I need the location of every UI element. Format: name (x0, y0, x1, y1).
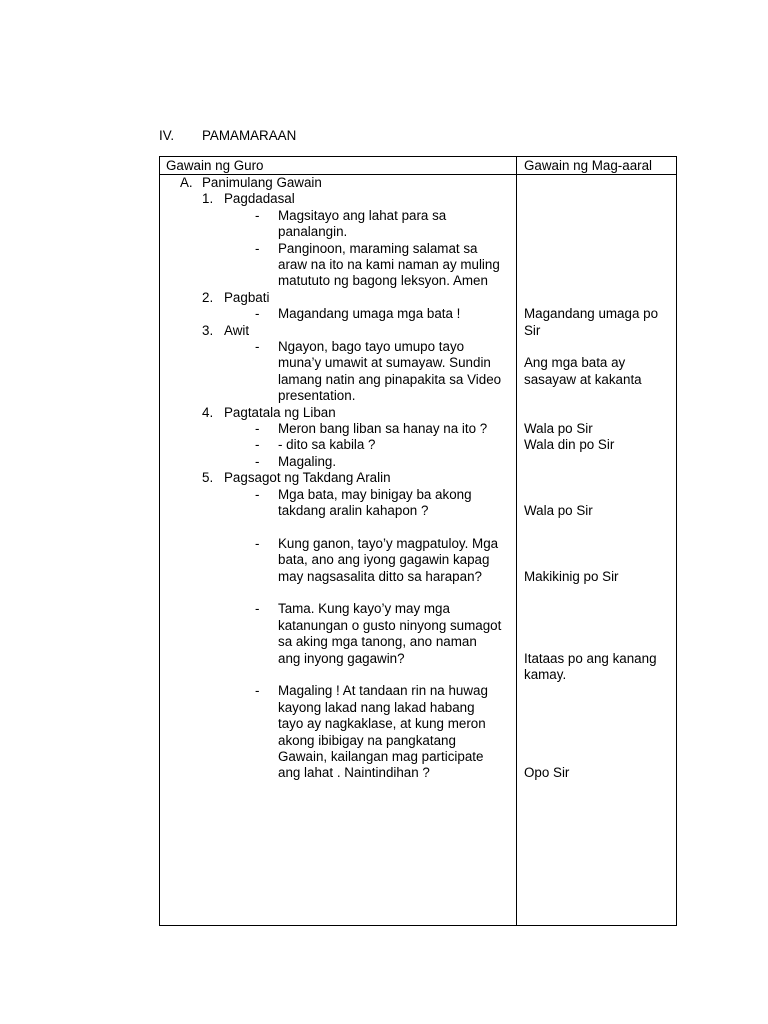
teacher-line: Pagbati (224, 289, 270, 305)
teacher-line: Ngayon, bago tayo umupo tayo (278, 339, 465, 354)
teacher-line: Pagtatala ng Liban (224, 404, 336, 420)
teacher-line: akong ibibigay na pangkatang (278, 732, 456, 748)
teacher-line: lamang natin ang pinapakita sa Video (278, 371, 502, 387)
student-line: Opo Sir (524, 765, 570, 781)
list-number: 4. (202, 404, 214, 420)
teacher-line: Magaling ! At tandaan rin na huwag (278, 683, 488, 699)
list-number: 2. (202, 289, 214, 305)
section-number: IV. (159, 128, 175, 143)
bullet-marker: - (255, 683, 260, 699)
teacher-line: takdang aralin kahapon ? (278, 503, 429, 518)
bullet-marker: - (255, 207, 260, 223)
teacher-line: sa aking mga tanong, ano naman (278, 634, 477, 650)
bullet-marker: - (255, 240, 260, 256)
list-number: A. (180, 175, 193, 190)
student-line: Ang mga bata ay (524, 355, 626, 371)
list-number: 3. (202, 322, 214, 338)
bullet-marker: - (255, 535, 260, 551)
teacher-line: - dito sa kabila ? (278, 437, 376, 453)
student-line: sasayaw at kakanta (524, 371, 642, 387)
teacher-line: Magandang umaga mga bata ! (278, 306, 461, 322)
bullet-marker: - (255, 339, 260, 354)
teacher-line: presentation. (278, 388, 356, 404)
teacher-line: araw na ito na kami naman ay muling (278, 257, 500, 272)
student-line: Wala po Sir (524, 503, 593, 518)
teacher-line: muna’y umawit at sumayaw. Sundin (278, 355, 491, 371)
list-number: 5. (202, 470, 214, 486)
teacher-line: Magsitayo ang lahat para sa (278, 207, 447, 223)
student-column-header: Gawain ng Mag-aaral (524, 158, 653, 173)
procedure-table (159, 156, 677, 926)
student-line: Wala din po Sir (524, 437, 615, 453)
teacher-line: Meron bang liban sa hanay na ito ? (278, 421, 488, 436)
teacher-line: ang inyong gagawin? (278, 650, 405, 666)
teacher-column-header: Gawain ng Guro (166, 158, 264, 173)
teacher-line: kayong lakad nang lakad habang (278, 699, 475, 715)
teacher-line: Awit (224, 322, 250, 338)
column-divider (516, 157, 517, 925)
list-number: 1. (202, 191, 214, 207)
teacher-line: Pagsagot ng Takdang Aralin (224, 470, 391, 486)
teacher-line: Pagdadasal (224, 191, 295, 207)
student-line: Makikinig po Sir (524, 568, 619, 584)
bullet-marker: - (255, 453, 260, 469)
student-line: Wala po Sir (524, 421, 593, 436)
teacher-line: katanungan o gusto ninyong sumagot (278, 617, 502, 633)
teacher-line: Mga bata, may binigay ba akong (278, 486, 472, 502)
student-line: kamay. (524, 667, 567, 682)
bullet-marker: - (255, 437, 260, 453)
teacher-line: Magaling. (278, 453, 337, 469)
teacher-line: Panginoon, maraming salamat sa (278, 240, 478, 256)
bullet-marker: - (255, 306, 260, 322)
bullet-marker: - (255, 421, 260, 436)
teacher-line: panalangin. (278, 224, 348, 240)
teacher-line: tayo ay nagkaklase, at kung meron (278, 716, 486, 732)
teacher-line: bata, ano ang iyong gagawin kapag (278, 552, 490, 568)
teacher-line: Kung ganon, tayo’y magpatuloy. Mga (278, 535, 499, 551)
teacher-line: may nagsasalita ditto sa harapan? (278, 568, 482, 584)
section-title: PAMAMARAAN (202, 128, 297, 143)
teacher-line: Gawain, kailangan mag participate (278, 749, 484, 764)
student-line: Magandang umaga po (524, 306, 659, 322)
teacher-line: Tama. Kung kayo’y may mga (278, 601, 450, 617)
student-line: Sir (524, 322, 541, 338)
bullet-marker: - (255, 601, 260, 617)
teacher-line: Panimulang Gawain (202, 175, 322, 190)
bullet-marker: - (255, 486, 260, 502)
teacher-line: matututo ng bagong leksyon. Amen (278, 273, 488, 289)
teacher-line: ang lahat . Naintindihan ? (278, 765, 430, 781)
student-line: Itataas po ang kanang (524, 650, 657, 666)
